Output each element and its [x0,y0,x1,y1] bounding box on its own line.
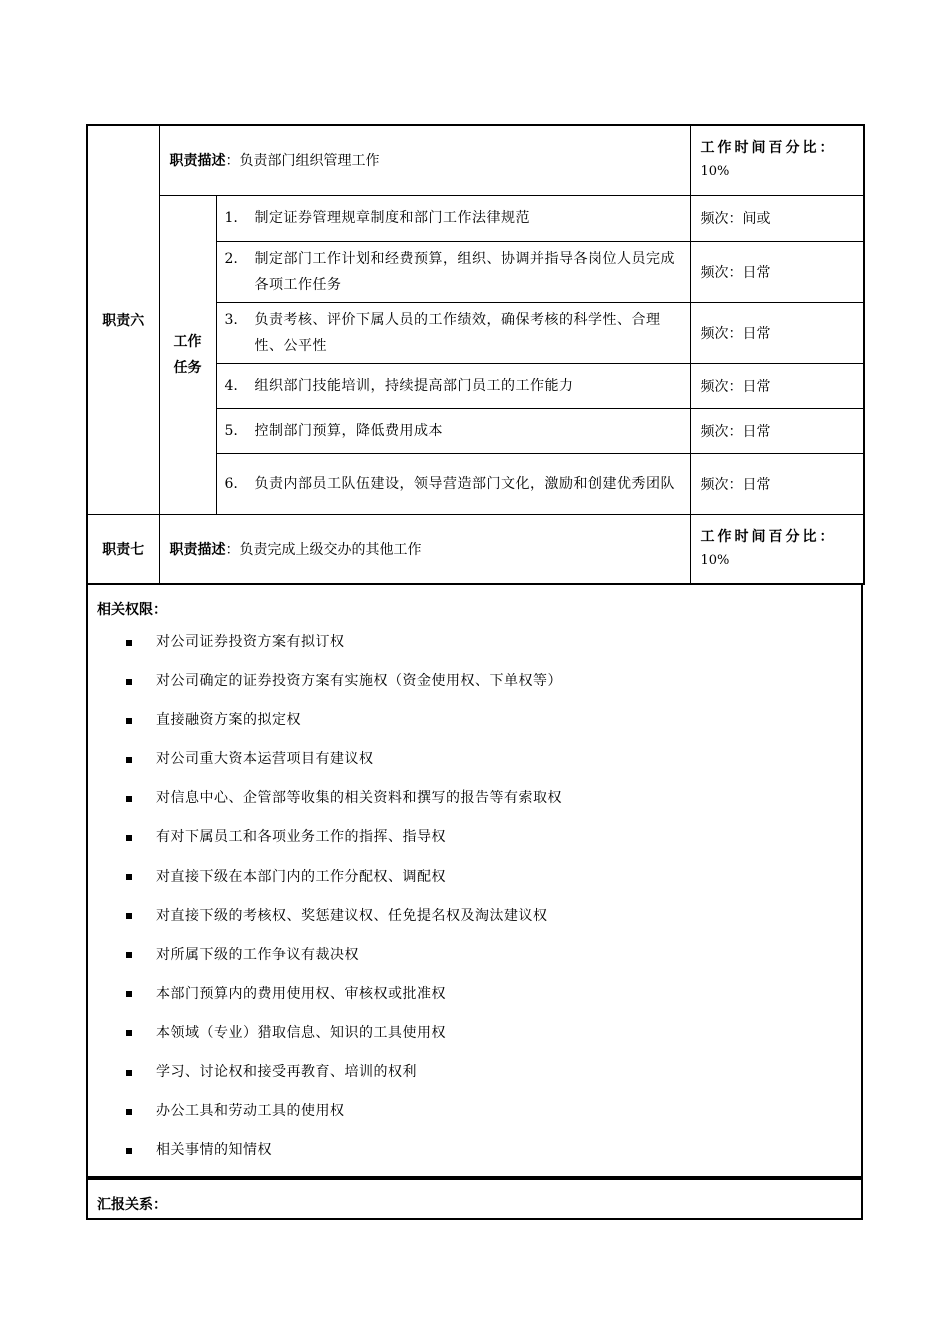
authority-item-text: 本部门预算内的费用使用权、审核权或批准权 [156,985,446,1002]
task-label-line1: 工作 [173,333,202,350]
task-item [216,241,690,302]
authority-item-text: 对公司证券投资方案有拟订权 [156,634,345,650]
task-text: 制定部门工作计划和经费预算，组织、协调并指导各岗位人员完成各项工作任务 [254,250,675,293]
task-frequency: 频次：日常 [690,408,864,453]
task-number: 1. [224,210,238,226]
list-item [126,662,861,701]
authority-item-text: 对公司确定的证券投资方案有实施权（资金使用权、下单权等） [156,673,562,690]
duty6-desc-text: ：负责部门组织管理工作 [225,153,380,170]
duty7-label: 职责七 [87,514,159,584]
authority-item-text: 本领域（专业）猎取信息、知识的工具使用权 [156,1024,446,1041]
duty6-desc-label: 职责描述 [169,153,226,170]
reporting-title: 汇报关系： [97,1197,167,1214]
square-bullet-icon [126,1030,132,1036]
duty6-percent [690,125,864,195]
list-item [126,858,861,897]
task-number: 3. [224,311,238,328]
duty7-pct-label: 工作时间百分比： [700,528,837,545]
authority-item-text: 相关事情的知情权 [156,1142,272,1159]
task-item [216,453,690,514]
task-number: 5. [224,422,238,439]
duty6-description [159,125,690,195]
authority-section [86,585,863,1178]
task-frequency: 频次：日常 [690,363,864,408]
square-bullet-icon [126,1070,132,1076]
authority-item-text: 直接融资方案的拟定权 [156,712,301,729]
authority-item-text: 对直接下级在本部门内的工作分配权、调配权 [156,868,446,885]
authority-item-text: 对所属下级的工作争议有裁决权 [156,946,359,963]
square-bullet-icon [126,991,132,997]
list-item [126,897,861,936]
duty6-label: 职责六 [87,125,159,514]
task-item [216,408,690,453]
task-item [216,195,690,241]
square-bullet-icon [126,952,132,958]
list-item [126,975,861,1014]
task-frequency: 频次：日常 [690,302,864,363]
authority-list [88,619,861,1176]
task-text: 负责考核、评价下属人员的工作绩效，确保考核的科学性、合理性、公平性 [254,311,661,354]
job-description-sheet [86,124,863,1220]
square-bullet-icon [126,679,132,685]
task-item [216,302,690,363]
reporting-section [86,1178,863,1220]
task-number: 6. [224,475,238,492]
list-item [126,701,861,740]
task-number: 4. [224,377,238,394]
duty6-pct-value: 10% [700,164,730,180]
authority-item-text: 对直接下级的考核权、奖惩建议权、任免提名权及淘汰建议权 [156,907,548,924]
authority-item-text: 对信息中心、企管部等收集的相关资料和撰写的报告等有索取权 [156,790,562,807]
list-item [126,818,861,857]
square-bullet-icon [126,640,132,646]
task-text: 组织部门技能培训，持续提高部门员工的工作能力 [254,377,574,394]
duty6-pct-label: 工作时间百分比： [700,140,837,157]
authority-item-text: 对公司重大资本运营项目有建议权 [156,751,374,768]
list-item [126,1053,861,1092]
square-bullet-icon [126,835,132,841]
list-item [126,936,861,975]
square-bullet-icon [126,757,132,763]
authority-item-text: 办公工具和劳动工具的使用权 [156,1103,345,1120]
duty7-desc-label: 职责描述 [169,541,226,558]
list-item [126,1092,861,1131]
square-bullet-icon [126,718,132,724]
duties-table [86,124,865,585]
task-item [216,363,690,408]
task-text: 负责内部员工队伍建设，领导营造部门文化，激励和创建优秀团队 [254,475,675,492]
square-bullet-icon [126,1148,132,1154]
duty7-description [159,514,690,584]
square-bullet-icon [126,874,132,880]
duty7-pct-value: 10% [700,552,730,568]
list-item [126,1014,861,1053]
list-item [126,779,861,818]
duty7-desc-text: ：负责完成上级交办的其他工作 [225,541,422,558]
duty7-percent [690,514,864,584]
authority-item-text: 学习、讨论权和接受再教育、培训的权利 [156,1064,417,1081]
authority-title: 相关权限： [97,602,167,618]
square-bullet-icon [126,796,132,802]
task-text: 控制部门预算，降低费用成本 [254,422,443,439]
authority-item-text: 有对下属员工和各项业务工作的指挥、指导权 [156,829,446,846]
list-item [126,1131,861,1170]
task-frequency: 频次：日常 [690,453,864,514]
list-item [126,623,861,662]
square-bullet-icon [126,913,132,919]
task-frequency: 频次：日常 [690,241,864,302]
task-number: 2. [224,250,238,267]
duty6-task-label [159,195,216,514]
task-text: 制定证券管理规章制度和部门工作法律规范 [254,210,530,226]
task-label-line2: 任务 [173,359,202,376]
square-bullet-icon [126,1109,132,1115]
list-item [126,740,861,779]
task-frequency: 频次：间或 [690,195,864,241]
